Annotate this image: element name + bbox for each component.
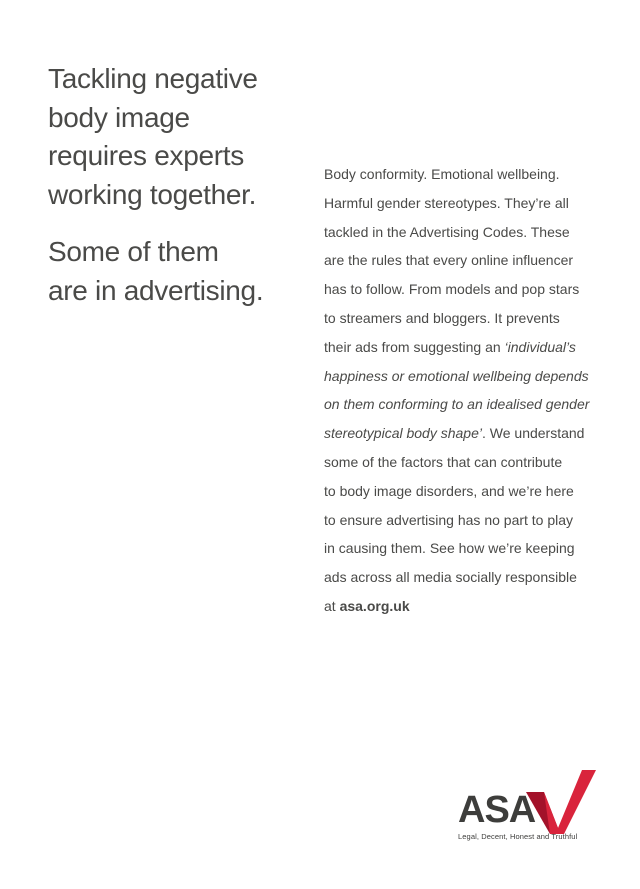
body-line: are the rules that every online influencer xyxy=(324,252,574,269)
body-line xyxy=(324,419,624,448)
quote-text: ‘individual’s xyxy=(504,338,576,355)
body-line xyxy=(324,592,624,621)
website-link[interactable]: asa.org.uk xyxy=(339,597,410,614)
logo-tagline: Legal, Decent, Honest and Truthful xyxy=(458,832,578,841)
body-line: Harmful gender stereotypes. They’re all xyxy=(324,194,569,211)
headline-line: are in advertising. xyxy=(48,274,264,306)
body-text: their ads from suggesting an xyxy=(324,338,505,355)
body-line: has to follow. From models and pop stars xyxy=(324,281,580,298)
body-line: Body conformity. Emotional wellbeing. xyxy=(324,166,560,182)
red-tick-icon xyxy=(526,770,596,834)
body-line xyxy=(324,333,624,362)
headline-line: Some of them xyxy=(48,236,219,267)
headline xyxy=(48,60,318,310)
body-line: to ensure advertising has no part to play xyxy=(324,511,574,528)
asa-logo xyxy=(458,770,598,845)
logo-wordmark: ASA xyxy=(458,789,536,831)
body-line: in causing them. See how we’re keeping xyxy=(324,540,575,557)
body-line: to streamers and bloggers. It prevents xyxy=(324,309,560,326)
quote-line: happiness or emotional wellbeing depends xyxy=(324,367,589,384)
body-line: some of the factors that can contribute xyxy=(324,453,563,470)
body-text: . We understand xyxy=(482,425,585,442)
body-text: at xyxy=(324,597,340,614)
body-line: ads across all media socially responsible xyxy=(324,569,577,586)
headline-line: Tackling negative xyxy=(48,63,258,94)
body-line: to body image disorders, and we’re here xyxy=(324,482,574,499)
headline-paragraph-2 xyxy=(48,233,318,310)
body-line: tackled in the Advertising Codes. These xyxy=(324,223,570,240)
headline-paragraph-1 xyxy=(48,60,318,214)
headline-line: body image xyxy=(48,101,190,133)
quote-line: on them conforming to an idealised gender xyxy=(324,396,590,413)
body-copy xyxy=(324,160,624,621)
quote-text: stereotypical body shape’ xyxy=(324,425,482,442)
headline-line: requires experts xyxy=(48,140,244,171)
headline-line: working together. xyxy=(48,178,257,210)
